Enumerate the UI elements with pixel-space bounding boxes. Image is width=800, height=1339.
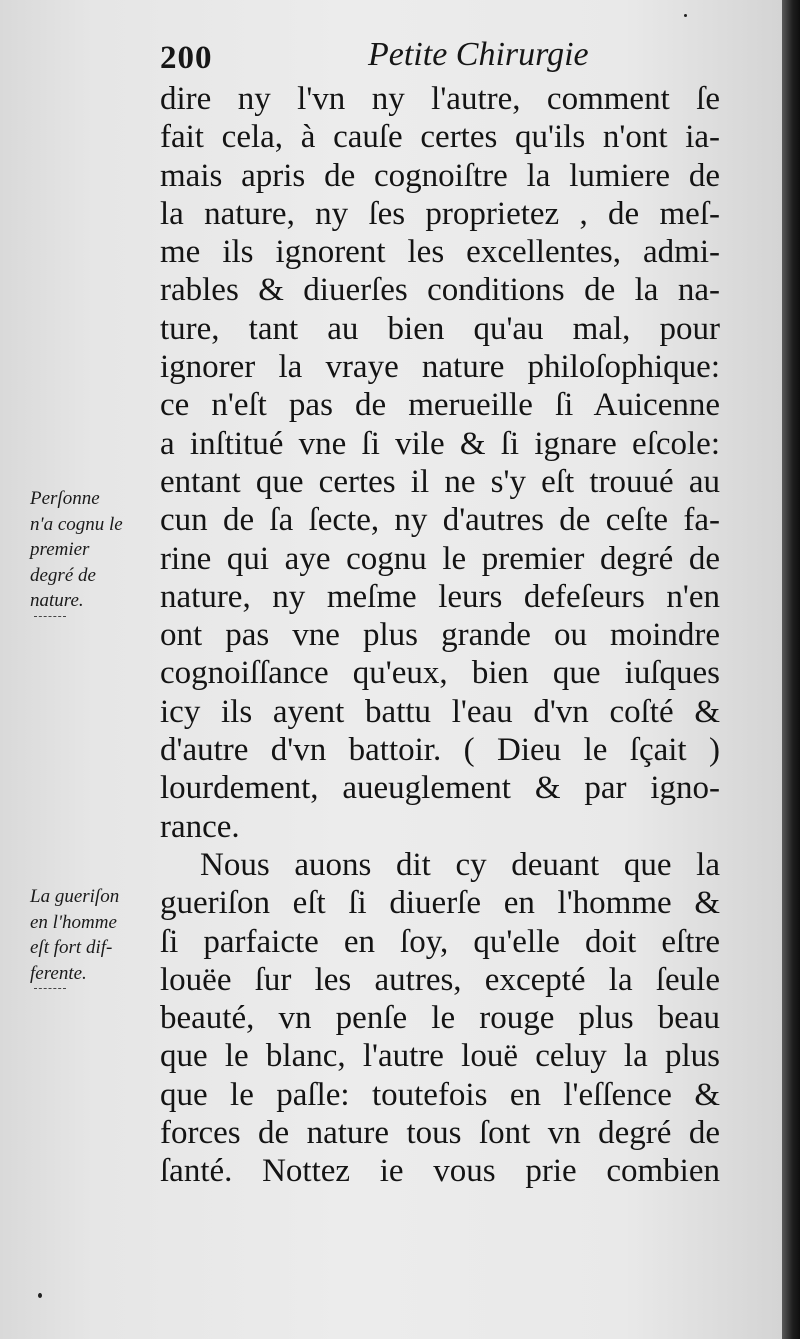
text-line: rine qui aye cognu le premier degré de bbox=[160, 540, 720, 577]
margin-note bbox=[30, 884, 160, 989]
margin-note-line: Perſonne bbox=[30, 488, 100, 509]
text-line: ſi parfaicte en ſoy, qu'elle doit eſtre bbox=[160, 923, 720, 960]
text-line: a inſtitué vne ſi vile & ſi ignare eſcole: bbox=[160, 425, 720, 462]
text-line: que le blanc, l'autre louë celuy la plus bbox=[160, 1038, 720, 1075]
text-line: ignorer la vraye nature philoſophique: bbox=[160, 349, 720, 386]
text-line: fait cela, à cauſe certes qu'ils n'ont ia- bbox=[160, 119, 720, 156]
running-title: Petite Chirurgie bbox=[368, 36, 589, 73]
margin-note-line: premier bbox=[30, 539, 90, 560]
text-line: louëe ſur les autres, excepté la ſeule bbox=[160, 961, 720, 998]
text-line: ce n'eſt pas de merueille ſi Auicenne bbox=[160, 387, 720, 424]
text-line: entant que certes il ne s'y eſt trouué au bbox=[160, 463, 720, 500]
ink-speck bbox=[684, 14, 687, 17]
text-line: icy ils ayent battu l'eau d'vn coſté & bbox=[160, 693, 720, 730]
text-line: nature, ny meſme leurs defeſeurs n'en bbox=[160, 578, 720, 615]
text-line: ſanté. Nottez ie vous prie combien bbox=[160, 1153, 720, 1190]
paragraph-start-line: Nous auons dit cy deuant que la bbox=[200, 846, 720, 883]
text-line: mais apris de cognoiſtre la lumiere de bbox=[160, 157, 720, 194]
text-line: ture, tant au bien qu'au mal, pour bbox=[160, 310, 720, 347]
page-number: 200 bbox=[160, 40, 213, 76]
margin-note bbox=[30, 486, 160, 617]
text-line: cognoiſſance qu'eux, bien que iuſques bbox=[160, 655, 720, 692]
text-line: que le paſle: toutefois en l'eſſence & bbox=[160, 1076, 720, 1113]
page-gutter-shadow bbox=[782, 0, 800, 1339]
text-line: me ils ignorent les excellentes, admi- bbox=[160, 234, 720, 271]
text-line: forces de nature tous ſont vn degré de bbox=[160, 1115, 720, 1152]
text-line: dire ny l'vn ny l'autre, comment ſe bbox=[160, 81, 720, 117]
margin-note-line: en l'homme bbox=[30, 911, 117, 933]
body-text bbox=[160, 80, 720, 1191]
margin-note-divider bbox=[34, 988, 66, 989]
margin-note-line: eſt fort dif- bbox=[30, 937, 113, 958]
text-line: cun de ſa ſecte, ny d'autres de ceſte fa- bbox=[160, 502, 720, 539]
margin-note-line: nature. bbox=[30, 590, 84, 611]
margin-note-line: La gueriſon bbox=[30, 886, 120, 907]
margin-note-line: degré de bbox=[30, 564, 96, 586]
margin-note-line: ferente. bbox=[30, 962, 87, 984]
text-line: ont pas vne plus grande ou moindre bbox=[160, 617, 720, 654]
text-line: beauté, vn penſe le rouge plus beau bbox=[160, 1000, 720, 1037]
running-head bbox=[160, 28, 600, 78]
text-line: rables & diuerſes conditions de la na- bbox=[160, 272, 720, 309]
text-line: la nature, ny ſes proprietez , de meſ- bbox=[160, 195, 720, 232]
text-line: d'autre d'vn battoir. ( Dieu le ſçait ) bbox=[160, 732, 720, 769]
text-line: lourdement, aueuglement & par igno- bbox=[160, 770, 720, 807]
text-line: rance. bbox=[160, 808, 240, 845]
ink-speck bbox=[38, 1293, 42, 1298]
text-line: gueriſon eſt ſi diuerſe en l'homme & bbox=[160, 885, 720, 922]
margin-note-line: n'a cognu le bbox=[30, 513, 123, 535]
margin-note-divider bbox=[34, 616, 66, 617]
